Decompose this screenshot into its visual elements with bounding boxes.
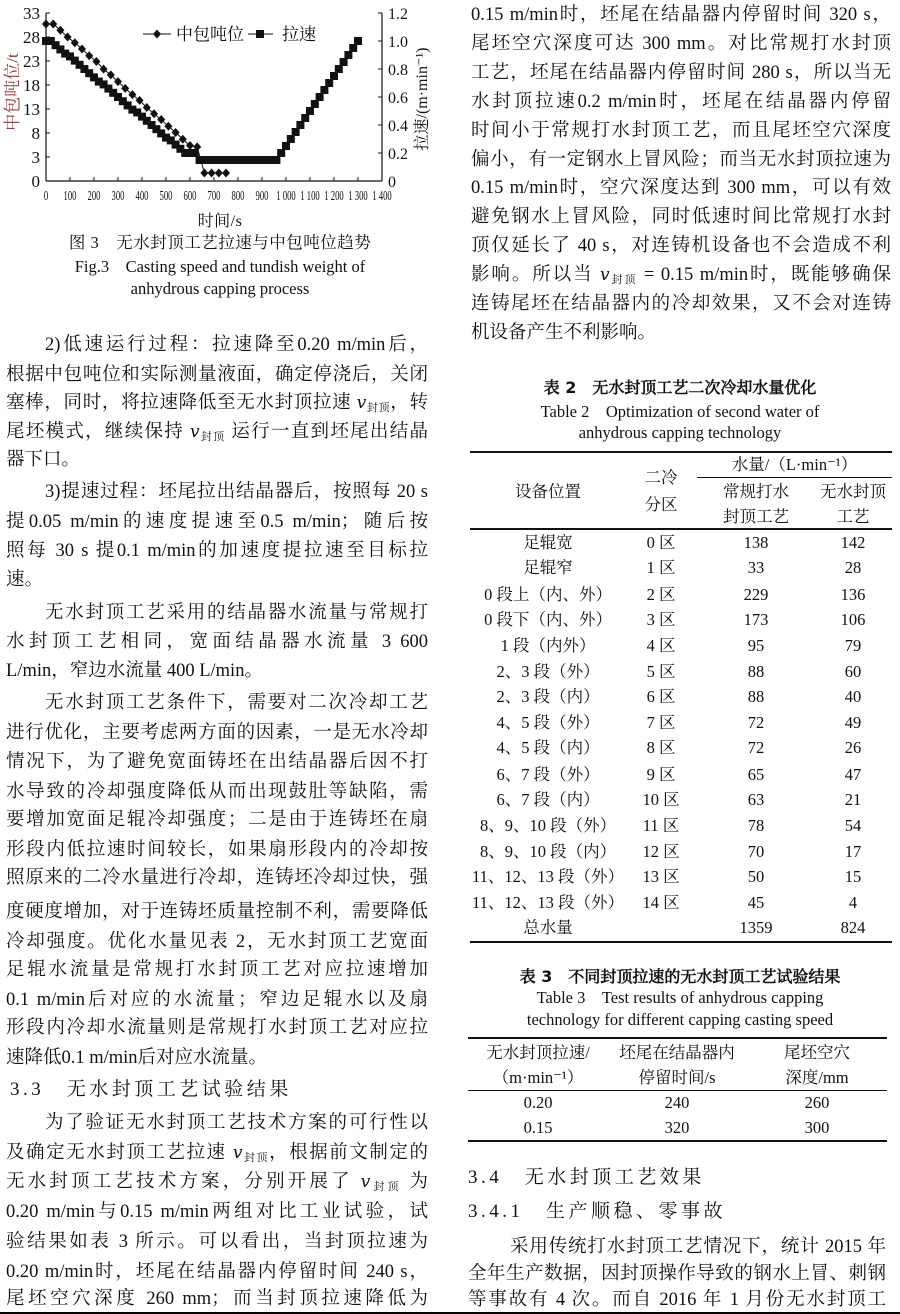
tundish-weight-point (186, 141, 194, 150)
variable-subscript: 封顶 (366, 402, 391, 414)
cell-cooling-zone: 4 区 (646, 636, 676, 655)
paragraph-line: 0.15 m/min时，坯尾在结晶器内停留时间 320 s， (471, 5, 891, 25)
cell-conventional-water: 88 (747, 687, 765, 706)
section-heading-3-4-1: 3.4.1 生产顺稳、零事故 (468, 1201, 727, 1222)
x-tick-label: 300 (111, 187, 125, 204)
x-tick-label: 1 000 (276, 187, 296, 204)
paragraph-line: 为了验证无水封顶工艺技术方案的可行性以 (45, 1113, 428, 1133)
casting-speed-point (306, 107, 314, 115)
x-tick-label: 800 (231, 187, 245, 204)
cell-conventional-water: 88 (747, 662, 765, 681)
casting-speed-point (292, 128, 300, 136)
cell-equipment-position: 足辊窄 (523, 558, 573, 577)
section-heading-3-4: 3.4 无水封顶工艺效果 (468, 1167, 705, 1188)
cell-cavity-depth: 300 (804, 1118, 830, 1137)
paragraph-line: 避免钢水上冒风险，同时低速时间比常规打水封 (471, 207, 891, 227)
cell-anhydrous-water: 79 (844, 636, 862, 655)
cell-conventional-water: 45 (747, 893, 765, 912)
header-anhydrous-line2: 工艺 (836, 507, 870, 526)
header-capping-speed-line1: 无水封顶拉速/ (486, 1043, 590, 1062)
cell-conventional-water: 138 (743, 533, 769, 552)
cell-cavity-depth: 260 (804, 1093, 830, 1112)
casting-speed-point (344, 51, 352, 59)
table-3-title-en-line2: technology for different capping casting speed (526, 1010, 834, 1029)
cell-equipment-position: 11、12、13 段（外） (471, 893, 624, 912)
tundish-weight-line (46, 24, 226, 173)
cell-conventional-water: 63 (747, 790, 765, 809)
table-3-title-cn: 表 3 不同封顶拉速的无水封顶工艺试验结果 (519, 967, 841, 986)
x-tick-label: 1 100 (300, 187, 320, 204)
tundish-weight-point (222, 169, 230, 178)
line-text: 影响。所以当 (471, 265, 601, 285)
table-top-rule (468, 1037, 887, 1039)
cell-cooling-zone: 8 区 (646, 738, 676, 757)
variable-symbol: v (232, 1143, 243, 1163)
cell-cooling-zone: 1 区 (646, 558, 676, 577)
table-row (468, 1116, 887, 1140)
paragraph-line: 无水封顶工艺条件下，需要对二次冷却工艺 (45, 693, 428, 713)
cell-anhydrous-water: 4 (848, 893, 858, 912)
legend-label-casting-speed: 拉速 (282, 25, 316, 44)
paragraph-line: 要增加宽面足辊冷却强度；二是由于连铸坯在扇 (6, 810, 428, 830)
cell-cooling-zone: 6 区 (646, 687, 676, 706)
y-left-tick-label: 13 (23, 100, 40, 119)
paragraph-line: 提0.05 m/min的速度提速至0.5 m/min；随后按 (6, 512, 428, 532)
cell-conventional-water: 173 (743, 610, 769, 629)
cell-conventional-water: 1359 (739, 918, 773, 937)
paragraph-line: 足辊水流量是常规打水封顶工艺对应拉速增加 (6, 960, 428, 980)
cell-conventional-water: 72 (747, 713, 765, 732)
cell-cooling-zone: 12 区 (642, 842, 680, 861)
header-conventional-line1: 常规打水 (723, 482, 789, 501)
tundish-weight-point (208, 169, 216, 178)
x-tick-label: 1 400 (372, 187, 392, 204)
y-left-tick-label: 3 (31, 148, 40, 167)
cell-conventional-water: 33 (747, 558, 765, 577)
tundish-weight-point (128, 90, 136, 99)
cell-equipment-position: 足辊宽 (523, 533, 573, 552)
y-right-tick-label: 0.6 (388, 90, 408, 107)
cell-equipment-position: 8、9、10 段（内） (479, 842, 617, 861)
table-bottom-rule (468, 1140, 887, 1142)
paragraph-line: 3)提速过程：坯尾拉出结晶器后，按照每 20 s (45, 482, 428, 502)
cell-anhydrous-water: 26 (844, 738, 862, 757)
y-right-tick-label: 0 (388, 174, 396, 191)
cell-conventional-water: 229 (743, 585, 769, 604)
cell-anhydrous-water: 54 (844, 816, 862, 835)
cell-cooling-zone: 11 区 (642, 816, 680, 835)
cell-capping-speed: 0.20 (523, 1093, 553, 1112)
chart-x-axis-title: 时间/s (197, 213, 243, 230)
variable-subscript: 封顶 (370, 1181, 402, 1193)
cell-residence-time: 320 (664, 1118, 690, 1137)
paragraph-line: 0.1 m/min后对应的水流量；窄边足辊水以及扇 (6, 990, 428, 1010)
y-right-tick-label: 0.8 (388, 62, 408, 79)
header-cooling-zone-line1: 二冷 (644, 468, 678, 487)
paragraph-line: 2)低速运行过程：拉速降至0.20 m/min后， (45, 335, 428, 355)
casting-speed-point (311, 100, 319, 108)
paragraph-line (6, 419, 428, 445)
header-capping-speed-line2: （m·min⁻¹） (492, 1068, 584, 1087)
figure-caption-cn: 图 3 无水封顶工艺拉速与中包吨位趋势 (68, 233, 372, 252)
x-tick-label: 100 (63, 187, 77, 204)
paragraph-line: 情况下，为了避免宽面铸坯在出结晶器后因不打 (6, 752, 428, 772)
line-text: 为 (401, 1172, 428, 1192)
x-tick-label: 1 300 (348, 187, 368, 204)
cell-anhydrous-water: 142 (840, 533, 866, 552)
paragraph-line: 度硬度增加，对于连铸坯质量控制不利，需要降低 (6, 902, 428, 922)
cell-anhydrous-water: 47 (844, 765, 862, 784)
header-cavity-depth-line1: 尾坯空穴 (784, 1043, 850, 1062)
casting-speed-point (296, 121, 304, 129)
casting-speed-point (320, 86, 328, 94)
cell-equipment-position: 8、9、10 段（外） (479, 816, 617, 835)
cell-capping-speed: 0.15 (523, 1118, 553, 1137)
casting-speed-point (340, 58, 348, 66)
cell-cooling-zone: 0 区 (646, 533, 676, 552)
paragraph-line: 等事故有 4 次。而自 2016 年 1 月份无水封顶工 (468, 1290, 886, 1310)
header-cooling-zone-line2: 分区 (644, 495, 678, 514)
line-text: ，转 (390, 393, 428, 413)
casting-speed-point (301, 114, 309, 122)
cell-cooling-zone: 10 区 (642, 790, 680, 809)
paragraph-line: 0.20 m/min时，坯尾在结晶器内停留时间 240 s， (6, 1262, 428, 1282)
y-left-tick-label: 28 (23, 28, 40, 47)
paragraph-line (6, 1140, 428, 1166)
paragraph-line: 形段内低拉速时间较长，如果扇形段内的冷却按 (6, 840, 428, 860)
figure-3-chart (0, 0, 440, 205)
casting-speed-point (282, 142, 290, 150)
tundish-weight-point (150, 109, 158, 118)
cell-equipment-position: 0 段上（内、外） (484, 585, 612, 604)
header-water-volume: 水量/（L·min⁻¹） (731, 455, 858, 474)
paragraph-line: 进行优化，主要考虑两方面的因素，一是无水冷却 (6, 723, 428, 743)
line-text: 及确定无水封顶工艺拉速 (6, 1143, 233, 1163)
paragraph-line: 0.15 m/min时，空穴深度达到 300 mm，可以有效 (471, 178, 891, 198)
section-heading-3-3: 3.3 无水封顶工艺试验结果 (10, 1079, 292, 1100)
cell-cooling-zone: 2 区 (646, 585, 676, 604)
y-right-tick-label: 0.4 (388, 118, 408, 135)
cell-equipment-position: 4、5 段（外） (496, 713, 600, 732)
y-left-tick-label: 33 (23, 4, 40, 23)
paragraph-line: 冷却强度。优化水量见表 2，无水封顶工艺宽面 (6, 932, 428, 952)
table-2-title-en-line1: Table 2 Optimization of second water of (540, 402, 820, 421)
cell-cooling-zone: 9 区 (646, 765, 676, 784)
casting-speed-point (325, 79, 333, 87)
table-2-title-cn: 表 2 无水封顶工艺二次冷却水量优化 (543, 378, 817, 397)
casting-speed-point (330, 72, 338, 80)
cell-anhydrous-water: 17 (844, 842, 862, 861)
x-tick-label: 900 (255, 187, 269, 204)
paragraph-line: 工艺，坯尾在结晶器内停留时间 280 s，所以当无 (471, 63, 891, 83)
x-tick-label: 1 200 (324, 187, 344, 204)
figure-caption-en-line2: anhydrous capping process (130, 279, 310, 298)
tundish-weight-point (200, 169, 208, 178)
paragraph-line: 根据中包吨位和实际测量液面，确定停浇后，关闭 (6, 365, 428, 385)
cell-equipment-position: 2、3 段（外） (496, 662, 600, 681)
table-2-title-en-line2: anhydrous capping technology (578, 423, 782, 442)
tundish-weight-point (49, 20, 57, 29)
legend-marker-square-icon (256, 30, 264, 38)
tundish-weight-point (42, 20, 50, 29)
line-text: 尾坯模式，继续保持 (6, 422, 190, 442)
variable-subscript: 封顶 (242, 1152, 270, 1164)
paragraph-line: 速。 (6, 570, 44, 590)
cell-equipment-position: 2、3 段（内） (496, 687, 600, 706)
variable-symbol: v (356, 393, 367, 413)
paragraph-line: 无水封顶工艺采用的结晶器水流量与常规打 (45, 603, 428, 623)
casting-speed-point (335, 65, 343, 73)
paragraph-line (6, 390, 428, 416)
header-residence-time-line1: 坯尾在结晶器内 (619, 1043, 735, 1062)
paragraph-line: 验结果如表 3 所示。可以看出，当封顶拉速为 (6, 1232, 428, 1252)
paragraph-line: L/min，窄边水流量 400 L/min。 (6, 661, 263, 681)
paragraph-line: 顶仅延长了 40 s，对连铸机设备也不会造成不利 (471, 236, 891, 256)
cell-cooling-zone: 13 区 (642, 867, 680, 886)
figure-caption-en-line1: Fig.3 Casting speed and tundish weight of (74, 257, 366, 276)
casting-speed-point (354, 37, 362, 45)
paragraph-line: 机设备产生不利影响。 (471, 323, 657, 343)
cell-equipment-position: 11、12、13 段（外） (471, 867, 624, 886)
legend-label-tundish-weight: 中包吨位 (176, 25, 244, 44)
paragraph-line: 连铸尾坯在结晶器内的冷却效果，又不会对连铸 (471, 294, 891, 314)
casting-speed-point (349, 44, 357, 52)
casting-speed-point (272, 156, 280, 164)
y-left-tick-label: 0 (31, 172, 40, 191)
header-equipment-position: 设备位置 (515, 482, 581, 501)
cell-conventional-water: 95 (747, 636, 765, 655)
y-right-tick-label: 1.2 (388, 6, 408, 23)
cell-residence-time: 240 (664, 1093, 690, 1112)
cell-anhydrous-water: 28 (844, 558, 862, 577)
paragraph-line: 照原来的二冷水量进行冷却，连铸坯冷却过快，强 (6, 868, 428, 888)
paragraph-line: 水封顶拉速0.2 m/min时，坯尾在结晶器内停留 (471, 92, 891, 112)
x-tick-label: 200 (87, 187, 101, 204)
cell-equipment-position: 4、5 段（内） (496, 738, 600, 757)
cell-conventional-water: 78 (747, 816, 765, 835)
cell-conventional-water: 50 (747, 867, 765, 886)
tundish-weight-point (71, 38, 79, 47)
cell-anhydrous-water: 60 (844, 662, 862, 681)
variable-subscript: 封顶 (199, 431, 226, 443)
header-anhydrous-line1: 无水封顶 (820, 482, 886, 501)
line-text: 无水封顶工艺技术方案，分别开展了 (6, 1172, 361, 1192)
cell-equipment-position: 6、7 段（外） (496, 765, 600, 784)
cell-conventional-water: 72 (747, 738, 765, 757)
y-left-tick-label: 23 (23, 52, 40, 71)
paragraph-line: 水封顶工艺相同，宽面结晶器水流量 3 600 (6, 632, 428, 652)
paragraph-line: 照每 30 s 提0.1 m/min的加速度提拉速至目标拉 (6, 541, 428, 561)
cell-cooling-zone: 7 区 (646, 713, 676, 732)
x-tick-label: 0 (43, 187, 49, 204)
paragraph-line: 采用传统打水封顶工艺情况下，统计 2015 年 (510, 1237, 886, 1257)
cell-equipment-position: 1 段（内外） (500, 636, 596, 655)
cell-anhydrous-water: 49 (844, 713, 862, 732)
chart-canvas (0, 0, 440, 205)
line-text: 塞棒，同时，将拉速降低至无水封顶拉速 (6, 393, 357, 413)
table-3-title-en-line1: Table 3 Test results of anhydrous capping (536, 988, 824, 1007)
cell-conventional-water: 65 (747, 765, 765, 784)
paragraph-line: 器下口。 (6, 450, 81, 470)
table-3 (468, 0, 887, 1314)
paragraph-line: 速降低0.1 m/min后对应水流量。 (6, 1048, 268, 1068)
y-right-tick-label: 0.2 (388, 146, 408, 163)
y-left-axis-title: 中包吨位/t (3, 53, 22, 131)
table-row (468, 1091, 887, 1115)
casting-speed-point (277, 149, 285, 157)
x-tick-label: 700 (207, 187, 221, 204)
cell-anhydrous-water: 21 (844, 790, 862, 809)
cell-cooling-zone: 14 区 (642, 893, 680, 912)
cell-cooling-zone: 5 区 (646, 662, 676, 681)
variable-subscript: 封顶 (609, 274, 638, 286)
header-cavity-depth-line2: 深度/mm (785, 1068, 849, 1087)
cell-anhydrous-water: 824 (840, 918, 866, 937)
tundish-weight-point (215, 169, 223, 178)
paragraph-line (6, 1169, 428, 1195)
paragraph-line: 尾坯空穴深度 260 mm；而当封顶拉速降低为 (6, 1289, 428, 1309)
y-right-axis-title: 拉速/(m·min⁻¹) (414, 47, 431, 151)
x-tick-label: 600 (183, 187, 197, 204)
legend-marker-diamond-icon (153, 30, 161, 39)
variable-symbol: v (190, 422, 200, 442)
line-text: = 0.15 m/min时，既能够确保 (637, 265, 891, 285)
cell-conventional-water: 70 (747, 842, 765, 861)
paragraph-line: 时间小于常规打水封顶工艺，而且尾坯空穴深度 (471, 121, 891, 141)
paragraph-line: 全年生产数据，因封顶操作导致的钢水上冒、刺钢 (468, 1264, 886, 1284)
cell-anhydrous-water: 136 (840, 585, 866, 604)
header-conventional-line2: 封顶工艺 (723, 507, 789, 526)
x-tick-label: 500 (159, 187, 173, 204)
paragraph-line: 形段内冷却水流量则是常规打水封顶工艺对应拉 (6, 1018, 428, 1038)
paragraph-line: 偏小，有一定钢水上冒风险；而当无水封顶拉速为 (471, 150, 891, 170)
y-right-tick-label: 1.0 (388, 34, 408, 51)
cell-anhydrous-water: 106 (840, 610, 866, 629)
casting-speed-point (316, 93, 324, 101)
line-text: 运行一直到坯尾出结晶 (225, 422, 428, 442)
y-left-tick-label: 18 (23, 76, 40, 95)
cell-anhydrous-water: 40 (844, 687, 862, 706)
casting-speed-point (191, 149, 199, 157)
cell-equipment-position: 0 段下（内、外） (484, 610, 612, 629)
cell-equipment-position: 6、7 段（内） (496, 790, 600, 809)
paragraph-line: 水导致的冷却强度降低从而出现鼓肚等缺陷，需 (6, 782, 428, 802)
line-text: ，根据前文制定的 (269, 1143, 428, 1163)
casting-speed-point (287, 135, 295, 143)
header-residence-time-line2: 停留时间/s (638, 1068, 716, 1087)
cell-anhydrous-water: 15 (844, 867, 862, 886)
x-tick-label: 400 (135, 187, 149, 204)
paragraph-line: 尾坯空穴深度可达 300 mm。对比常规打水封顶 (471, 34, 891, 54)
variable-symbol: v (360, 1172, 371, 1192)
variable-symbol: v (600, 265, 610, 285)
cell-equipment-position: 总水量 (523, 918, 573, 937)
paragraph-line: 0.20 m/min与0.15 m/min两组对比工业试验，试 (6, 1202, 428, 1222)
y-left-tick-label: 8 (31, 124, 40, 143)
cell-cooling-zone: 3 区 (646, 610, 676, 629)
